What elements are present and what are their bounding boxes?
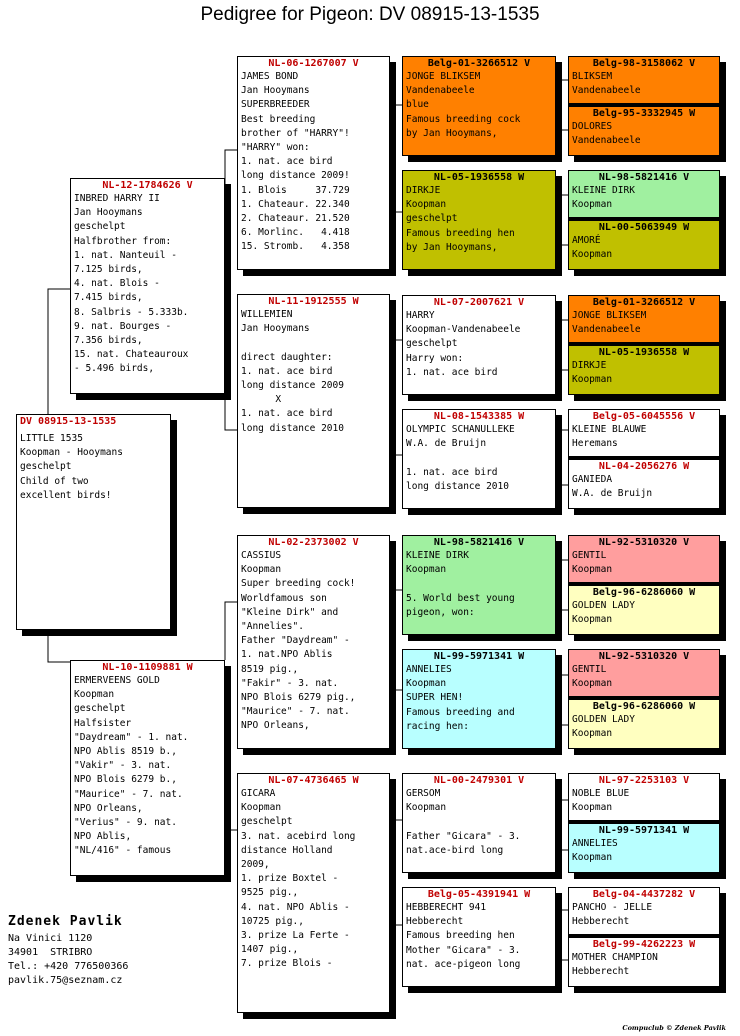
ring-number: Belg-05-4391941 W: [427, 889, 531, 900]
gggp-card-4[interactable]: [569, 220, 719, 270]
gggp-card-13[interactable]: [569, 774, 719, 823]
gggp-card-9[interactable]: [569, 536, 719, 585]
pigeon-details: GENTIL Koopman: [572, 664, 613, 690]
pigeon-details: GICARA Koopman geschelpt 3. nat. acebird long distance Holland 2009, 1. prize Boxtel - 9525 pig., 4. nat. NPO Ablis - 10725 pig., 3. prize La Ferte - 1407 pig., 7. prize Blois -: [241, 788, 356, 970]
page-title: Pedigree for Pigeon: DV 08915-13-1535: [200, 4, 540, 25]
great-grandparent-card-6[interactable]: [402, 649, 556, 749]
owner-phone: Tel.: +420 776500366: [8, 961, 129, 972]
pigeon-details: JAMES BOND Jan Hooymans SUPERBREEDER Best breeding brother of "HARRY"! "HARRY" won: 1. nat. ace bird long distance 2009! 1. Blois 37.729 1. Chateaur. 22.340 2. Chateaur. 21.520 6. Morlinc. 4.418 15. Stromb. 4.358: [241, 71, 350, 253]
ring-number: NL-08-1543385 W: [433, 411, 525, 422]
great-grandparent-card-5[interactable]: [402, 535, 556, 635]
ring-number: Belg-98-3158062 V: [592, 58, 696, 69]
ring-number: NL-00-2479301 V: [433, 775, 525, 786]
ring-number: NL-98-5821416 V: [433, 537, 525, 548]
pigeon-details: NOBLE BLUE Koopman: [572, 788, 630, 814]
gggp-pair-4: [568, 409, 720, 509]
ring-number: NL-04-2056276 W: [598, 461, 690, 472]
gggp-pair-6: [568, 649, 720, 749]
gggp-card-8[interactable]: [569, 459, 719, 509]
ring-number: NL-06-1267007 V: [268, 58, 359, 69]
pigeon-details: JONGE BLIKSEM Vandenabeele: [572, 310, 647, 336]
pigeon-details: KLEINE DIRK Koopman 5. World best young pigeon, won:: [406, 550, 515, 618]
pigeon-details: GENTIL Koopman: [572, 550, 613, 576]
ring-number: Belg-96-6286060 W: [592, 587, 696, 598]
gggp-card-6[interactable]: [569, 345, 719, 395]
pigeon-details: GANIEDA W.A. de Bruijn: [572, 474, 653, 500]
ring-number: Belg-96-6286060 W: [592, 701, 696, 712]
owner-address-line: Na Vinici 1120: [8, 933, 93, 944]
ring-number: Belg-01-3266512 V: [592, 297, 696, 308]
great-grandparent-card-7[interactable]: [402, 773, 556, 873]
gggp-pair-8: [568, 887, 720, 987]
ring-number: NL-12-1784626 V: [102, 180, 193, 191]
pigeon-details: INBRED HARRY II Jan Hooymans geschelpt Halfbrother from: 1. nat. Nanteuil - 7.125 birds, 4. nat. Blois - 7.415 birds, 8. Salbris - 5.333b. 9. nat. Bourges - 7.356 birds, 15. nat. Chateauroux - 5.496 birds,: [74, 193, 189, 375]
gggp-card-16[interactable]: [569, 937, 719, 987]
sire-card[interactable]: [70, 178, 225, 394]
dam-card[interactable]: [70, 660, 225, 876]
ring-number: NL-07-2007621 V: [433, 297, 525, 308]
great-grandparent-card-3[interactable]: [402, 295, 556, 395]
pigeon-details: BLIKSEM Vandenabeele: [572, 71, 641, 97]
ring-number: NL-00-5063949 W: [598, 222, 690, 233]
subject-pigeon-card[interactable]: [16, 414, 171, 630]
gggp-pair-1: [568, 56, 720, 156]
gggp-card-10[interactable]: [569, 585, 719, 635]
gggp-card-1[interactable]: [569, 57, 719, 106]
pigeon-details: ANNELIES Koopman SUPER HEN! Famous breeding and racing hen:: [406, 664, 515, 732]
ring-number: NL-99-5971341 W: [433, 651, 525, 662]
pigeon-details: PANCHO - JELLE Hebberecht: [572, 902, 653, 928]
gggp-pair-5: [568, 535, 720, 635]
grandparent-card-1[interactable]: [237, 56, 390, 270]
pigeon-details: JONGE BLIKSEM Vandenabeele blue Famous breeding cock by Jan Hooymans,: [406, 71, 521, 139]
ring-number: Belg-99-4262223 W: [592, 939, 696, 950]
grandparent-card-2[interactable]: [237, 294, 390, 508]
owner-email[interactable]: pavlik.75@seznam.cz: [8, 975, 123, 986]
pigeon-details: AMORÉ Koopman: [572, 235, 613, 261]
pigeon-details: OLYMPIC SCHANULLEKE W.A. de Bruijn 1. nat. ace bird long distance 2010: [406, 424, 515, 492]
gggp-card-14[interactable]: [569, 823, 719, 873]
pigeon-details: GOLDEN LADY Koopman: [572, 714, 635, 740]
pigeon-details: GOLDEN LADY Koopman: [572, 600, 635, 626]
pigeon-details: DIRKJE Koopman: [572, 360, 613, 386]
gggp-pair-7: [568, 773, 720, 873]
pigeon-details: WILLEMIEN Jan Hooymans direct daughter: 1. nat. ace bird long distance 2009 X 1. nat. ace bird long distance 2010: [241, 309, 344, 434]
grandparent-card-3[interactable]: [237, 535, 390, 749]
ring-number: NL-10-1109881 W: [102, 662, 193, 673]
great-grandparent-card-4[interactable]: [402, 409, 556, 509]
pigeon-details: ANNELIES Koopman: [572, 838, 618, 864]
pigeon-details: DOLORES Vandenabeele: [572, 121, 641, 147]
pigeon-details: ERMERVEENS GOLD Koopman geschelpt Halfsister "Daydream" - 1. nat. NPO Ablis 8519 b., "Vakir" - 3. nat. NPO Blois 6279 b., "Maurice" - 7. nat. NPO Orleans, "Verius" - 9. nat. NPO Ablis, "NL/416" - famous: [74, 675, 189, 857]
ring-number: NL-92-5310320 V: [598, 651, 690, 662]
ring-number: NL-97-2253103 V: [598, 775, 690, 786]
great-grandparent-card-8[interactable]: [402, 887, 556, 987]
gggp-card-3[interactable]: [569, 171, 719, 220]
ring-number: NL-99-5971341 W: [598, 825, 690, 836]
ring-number: Belg-01-3266512 V: [427, 58, 531, 69]
ring-number: NL-05-1936558 W: [598, 347, 690, 358]
ring-number: Belg-05-6045556 V: [592, 411, 696, 422]
gggp-pair-3: [568, 295, 720, 395]
pigeon-details: MOTHER CHAMPION Hebberecht: [572, 952, 658, 978]
great-grandparent-card-1[interactable]: [402, 56, 556, 156]
pigeon-details: HEBBERECHT 941 Hebberecht Famous breeding hen Mother "Gicara" - 3. nat. ace-pigeon long: [406, 902, 521, 970]
ring-number: NL-07-4736465 W: [268, 775, 359, 786]
pigeon-details: KLEINE BLAUWE Heremans: [572, 424, 647, 450]
pigeon-details: HARRY Koopman-Vandenabeele geschelpt Harry won: 1. nat. ace bird: [406, 310, 521, 378]
gggp-card-11[interactable]: [569, 650, 719, 699]
ring-number: NL-92-5310320 V: [598, 537, 690, 548]
pigeon-details: GERSOM Koopman Father "Gicara" - 3. nat.ace-bird long: [406, 788, 521, 856]
great-grandparent-card-2[interactable]: [402, 170, 556, 270]
pigeon-details: DIRKJE Koopman geschelpt Famous breeding hen by Jan Hooymans,: [406, 185, 515, 253]
gggp-pair-2: [568, 170, 720, 270]
pigeon-details: LITTLE 1535 Koopman - Hooymans geschelpt Child of two excellent birds!: [20, 433, 123, 501]
gggp-card-2[interactable]: [569, 106, 719, 156]
ring-number: NL-11-1912555 W: [268, 296, 359, 307]
gggp-card-7[interactable]: [569, 410, 719, 459]
ring-number: NL-02-2373002 V: [268, 537, 359, 548]
gggp-card-5[interactable]: [569, 296, 719, 345]
gggp-card-15[interactable]: [569, 888, 719, 937]
gggp-card-12[interactable]: [569, 699, 719, 749]
ring-number: NL-05-1936558 W: [433, 172, 525, 183]
pigeon-details: KLEINE DIRK Koopman: [572, 185, 635, 211]
owner-name: Zdenek Pavlik: [8, 914, 123, 929]
footer-credit: Compuclub © Zdenek Pavlik: [622, 1024, 726, 1032]
ring-number: DV 08915-13-1535: [20, 416, 117, 427]
owner-info: [8, 912, 128, 988]
ring-number: Belg-95-3332945 W: [592, 108, 696, 119]
grandparent-card-4[interactable]: [237, 773, 390, 1013]
pigeon-details: CASSIUS Koopman Super breeding cock! Worldfamous son "Kleine Dirk" and "Annelies". Father "Daydream" - 1. nat.NPO Ablis 8519 pig., "Fakir" - 3. nat. NPO Blois 6279 pig., "Maurice" - 7. nat. NPO Orleans,: [241, 550, 356, 732]
owner-address-line: 34901 STRIBRO: [8, 947, 93, 958]
ring-number: NL-98-5821416 V: [598, 172, 690, 183]
ring-number: Belg-04-4437282 V: [592, 889, 696, 900]
